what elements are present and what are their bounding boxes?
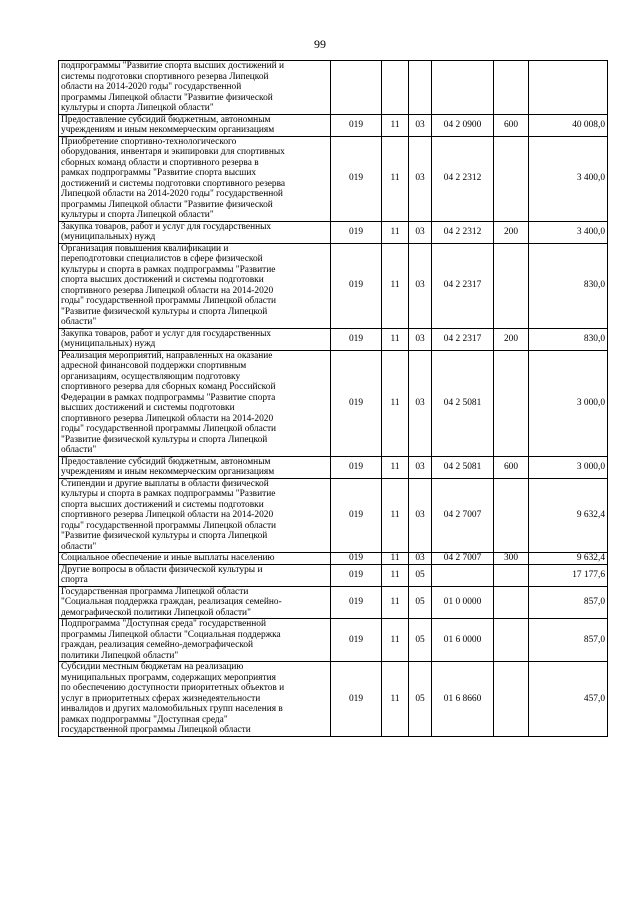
subsection-code-cell: [409, 61, 432, 115]
description-line: спортивного резерва Липецкой области на 2014-2020: [61, 510, 274, 520]
expense-type-cell: [494, 478, 529, 553]
expense-type-cell: [494, 243, 529, 328]
table-row: [59, 456, 608, 478]
description-line: адресной финансовой поддержки спортивным: [61, 361, 247, 371]
section-code-cell: 11: [382, 221, 409, 243]
table-row: [59, 221, 608, 243]
description-line: Субсидии местным бюджетам на реализацию: [61, 662, 244, 672]
description-line: сборных команд области и спортивного резерва в: [61, 157, 259, 168]
description-line: рамках подпрограммы "Доступная среда": [61, 714, 228, 725]
target-article-cell: 04 2 2312: [432, 136, 494, 221]
description-cell: [59, 114, 331, 136]
table-row: [59, 478, 608, 553]
ministry-code-cell: 019: [331, 243, 382, 328]
description-line: организациям, осуществляющим подготовку: [61, 371, 241, 382]
description-line: спорта высших достижений и системы подготовки: [61, 499, 264, 510]
description-line: государственной программы Липецкой области: [61, 725, 251, 735]
description-line: годы" государственной программы Липецкой области: [61, 520, 277, 531]
description-cell: [59, 350, 331, 456]
section-code-cell: 11: [382, 456, 409, 478]
target-article-cell: 04 2 7007: [432, 553, 494, 565]
description-line: оборудования, инвентаря и экипировки для спортивных: [61, 147, 285, 157]
description-line: учреждениям и иным некоммерческим организациям: [61, 125, 275, 135]
table-row: [59, 586, 608, 619]
target-article-cell: 01 6 0000: [432, 619, 494, 662]
description-line: программы Липецкой области "Социальная поддержка: [61, 629, 281, 640]
section-code-cell: 11: [382, 553, 409, 565]
expense-type-cell: [494, 662, 529, 737]
amount-cell: 17 177,6: [529, 564, 608, 586]
description-line: переподготовки специалистов в сфере физической: [61, 254, 263, 264]
subsection-code-cell: 03: [409, 136, 432, 221]
description-line: по обеспечению доступности приоритетных объектов и: [61, 683, 285, 693]
amount-cell: 40 008,0: [529, 114, 608, 136]
ministry-code-cell: 019: [331, 136, 382, 221]
section-code-cell: 11: [382, 586, 409, 619]
amount-cell: 3 400,0: [529, 221, 608, 243]
section-code-cell: 11: [382, 662, 409, 737]
description-line: услуг в приоритетных сферах жизнедеятельности: [61, 693, 261, 704]
table-row: [59, 619, 608, 662]
amount-cell: 457,0: [529, 662, 608, 737]
description-line: спортивного резерва для сборных команд Российской: [61, 382, 276, 392]
description-line: рамках подпрограммы "Развитие спорта высших: [61, 168, 257, 178]
expense-type-cell: 600: [494, 456, 529, 478]
section-code-cell: 11: [382, 328, 409, 350]
description-line: годы" государственной программы Липецкой области: [61, 296, 277, 306]
ministry-code-cell: 019: [331, 619, 382, 662]
description-cell: [59, 61, 331, 115]
budget-table: [58, 60, 608, 737]
description-cell: [59, 662, 331, 737]
section-code-cell: [382, 61, 409, 115]
description-line: культуры и спорта Липецкой области": [61, 103, 214, 113]
target-article-cell: 04 2 5081: [432, 350, 494, 456]
description-line: Социальное обеспечение и иные выплаты населению: [61, 553, 275, 563]
ministry-code-cell: 019: [331, 662, 382, 737]
subsection-code-cell: 03: [409, 350, 432, 456]
amount-cell: 857,0: [529, 586, 608, 619]
ministry-code-cell: 019: [331, 586, 382, 619]
description-line: политики Липецкой области": [61, 650, 179, 661]
description-line: Стипендии и другие выплаты в области физической: [61, 478, 269, 489]
target-article-cell: 04 2 2312: [432, 221, 494, 243]
description-cell: [59, 221, 331, 243]
description-line: Закупка товаров, работ и услуг для государственных: [61, 328, 272, 339]
description-line: системы подготовки спортивного резерва Липецкой: [61, 71, 269, 82]
table-row: [59, 553, 608, 565]
description-line: учреждениям и иным некоммерческим организациям: [61, 467, 275, 477]
subsection-code-cell: 03: [409, 553, 432, 565]
description-line: муниципальных программ, содержащих мероприятия: [61, 672, 276, 683]
budget-table-body: [59, 61, 608, 737]
table-row: [59, 564, 608, 586]
ministry-code-cell: 019: [331, 478, 382, 553]
subsection-code-cell: 05: [409, 586, 432, 619]
description-line: культуры и спорта в рамках подпрограммы "Развитие: [61, 489, 276, 499]
amount-cell: 857,0: [529, 619, 608, 662]
subsection-code-cell: 03: [409, 478, 432, 553]
description-cell: [59, 553, 331, 565]
description-line: Федерации в рамках подпрограммы "Развитие спорта: [61, 392, 276, 403]
description-line: программы Липецкой области "Развитие физической: [61, 92, 273, 103]
section-code-cell: 11: [382, 350, 409, 456]
description-line: культуры и спорта Липецкой области": [61, 210, 214, 220]
description-line: Липецкой области на 2014-2020 годы" государственной: [61, 189, 283, 199]
description-line: достижений и системы подготовки спортивного резерва: [61, 178, 286, 189]
expense-type-cell: [494, 586, 529, 619]
description-line: спорта высших достижений и системы подготовки: [61, 275, 264, 285]
target-article-cell: 04 2 5081: [432, 456, 494, 478]
description-cell: [59, 328, 331, 350]
expense-type-cell: 200: [494, 221, 529, 243]
ministry-code-cell: 019: [331, 456, 382, 478]
description-line: (муниципальных) нужд: [61, 339, 156, 349]
amount-cell: 830,0: [529, 243, 608, 328]
description-line: области": [61, 317, 97, 327]
expense-type-cell: [494, 619, 529, 662]
ministry-code-cell: 019: [331, 328, 382, 350]
table-row: [59, 328, 608, 350]
expense-type-cell: [494, 564, 529, 586]
description-line: граждан, реализация семейно-демографической: [61, 640, 254, 650]
description-line: области": [61, 445, 97, 455]
ministry-code-cell: 019: [331, 114, 382, 136]
target-article-cell: 04 2 2317: [432, 243, 494, 328]
description-cell: [59, 136, 331, 221]
description-line: (муниципальных) нужд: [61, 232, 156, 242]
target-article-cell: 01 0 0000: [432, 586, 494, 619]
description-line: "Развитие физической культуры и спорта Липецкой: [61, 531, 268, 541]
expense-type-cell: 300: [494, 553, 529, 565]
ministry-code-cell: [331, 61, 382, 115]
description-line: Приобретение спортивно-технологического: [61, 136, 237, 147]
description-line: подпрограммы "Развитие спорта высших достижений и: [61, 61, 284, 71]
description-line: Подпрограмма "Доступная среда" государственной: [61, 619, 266, 629]
table-row: [59, 61, 608, 115]
description-line: инвалидов и других маломобильных групп населения в: [61, 704, 283, 714]
expense-type-cell: 600: [494, 114, 529, 136]
amount-cell: 9 632,4: [529, 553, 608, 565]
ministry-code-cell: 019: [331, 350, 382, 456]
description-line: области": [61, 541, 97, 552]
section-code-cell: 11: [382, 619, 409, 662]
section-code-cell: 11: [382, 564, 409, 586]
target-article-cell: [432, 564, 494, 586]
subsection-code-cell: 03: [409, 243, 432, 328]
target-article-cell: 04 2 0900: [432, 114, 494, 136]
description-line: области на 2014-2020 годы" государственной: [61, 82, 242, 92]
description-line: демографической политики Липецкой области": [61, 607, 251, 618]
description-line: высших достижений и системы подготовки: [61, 403, 235, 413]
table-row: [59, 350, 608, 456]
target-article-cell: [432, 61, 494, 115]
amount-cell: 3 400,0: [529, 136, 608, 221]
description-line: Предоставление субсидий бюджетным, автономным: [61, 114, 271, 125]
description-line: "Социальная поддержка граждан, реализация семейно-: [61, 597, 282, 607]
description-line: Закупка товаров, работ и услуг для государственных: [61, 221, 272, 232]
ministry-code-cell: 019: [331, 553, 382, 565]
subsection-code-cell: 05: [409, 662, 432, 737]
description-line: "Развитие физической культуры и спорта Липецкой: [61, 434, 268, 445]
description-line: культуры и спорта в рамках подпрограммы "Развитие: [61, 264, 276, 275]
table-row: [59, 662, 608, 737]
description-line: Организация повышения квалификации и: [61, 243, 229, 254]
subsection-code-cell: 03: [409, 456, 432, 478]
subsection-code-cell: 03: [409, 221, 432, 243]
table-row: [59, 136, 608, 221]
expense-type-cell: [494, 61, 529, 115]
description-cell: [59, 619, 331, 662]
target-article-cell: 04 2 7007: [432, 478, 494, 553]
table-row: [59, 243, 608, 328]
ministry-code-cell: 019: [331, 564, 382, 586]
description-line: Другие вопросы в области физической культуры и: [61, 564, 263, 575]
table-row: [59, 114, 608, 136]
description-cell: [59, 478, 331, 553]
description-line: Предоставление субсидий бюджетным, автономным: [61, 456, 271, 467]
description-cell: [59, 564, 331, 586]
description-line: Реализация мероприятий, направленных на оказание: [61, 350, 273, 361]
target-article-cell: 01 6 8660: [432, 662, 494, 737]
description-line: Государственная программа Липецкой области: [61, 586, 249, 597]
description-cell: [59, 456, 331, 478]
subsection-code-cell: 03: [409, 114, 432, 136]
section-code-cell: 11: [382, 114, 409, 136]
expense-type-cell: [494, 350, 529, 456]
amount-cell: 3 000,0: [529, 350, 608, 456]
amount-cell: 9 632,4: [529, 478, 608, 553]
section-code-cell: 11: [382, 136, 409, 221]
amount-cell: 830,0: [529, 328, 608, 350]
description-line: "Развитие физической культуры и спорта Липецкой: [61, 306, 268, 317]
description-line: спортивного резерва Липецкой области на 2014-2020: [61, 285, 274, 296]
ministry-code-cell: 019: [331, 221, 382, 243]
description-cell: [59, 243, 331, 328]
page-number: 99: [314, 37, 326, 51]
expense-type-cell: 200: [494, 328, 529, 350]
target-article-cell: 04 2 2317: [432, 328, 494, 350]
amount-cell: [529, 61, 608, 115]
amount-cell: 3 000,0: [529, 456, 608, 478]
section-code-cell: 11: [382, 243, 409, 328]
description-cell: [59, 586, 331, 619]
description-line: спортивного резерва Липецкой области на 2014-2020: [61, 413, 274, 424]
subsection-code-cell: 05: [409, 564, 432, 586]
description-line: программы Липецкой области "Развитие физической: [61, 199, 273, 210]
subsection-code-cell: 03: [409, 328, 432, 350]
section-code-cell: 11: [382, 478, 409, 553]
description-line: спорта: [61, 575, 88, 585]
subsection-code-cell: 05: [409, 619, 432, 662]
description-line: годы" государственной программы Липецкой области: [61, 424, 277, 434]
expense-type-cell: [494, 136, 529, 221]
